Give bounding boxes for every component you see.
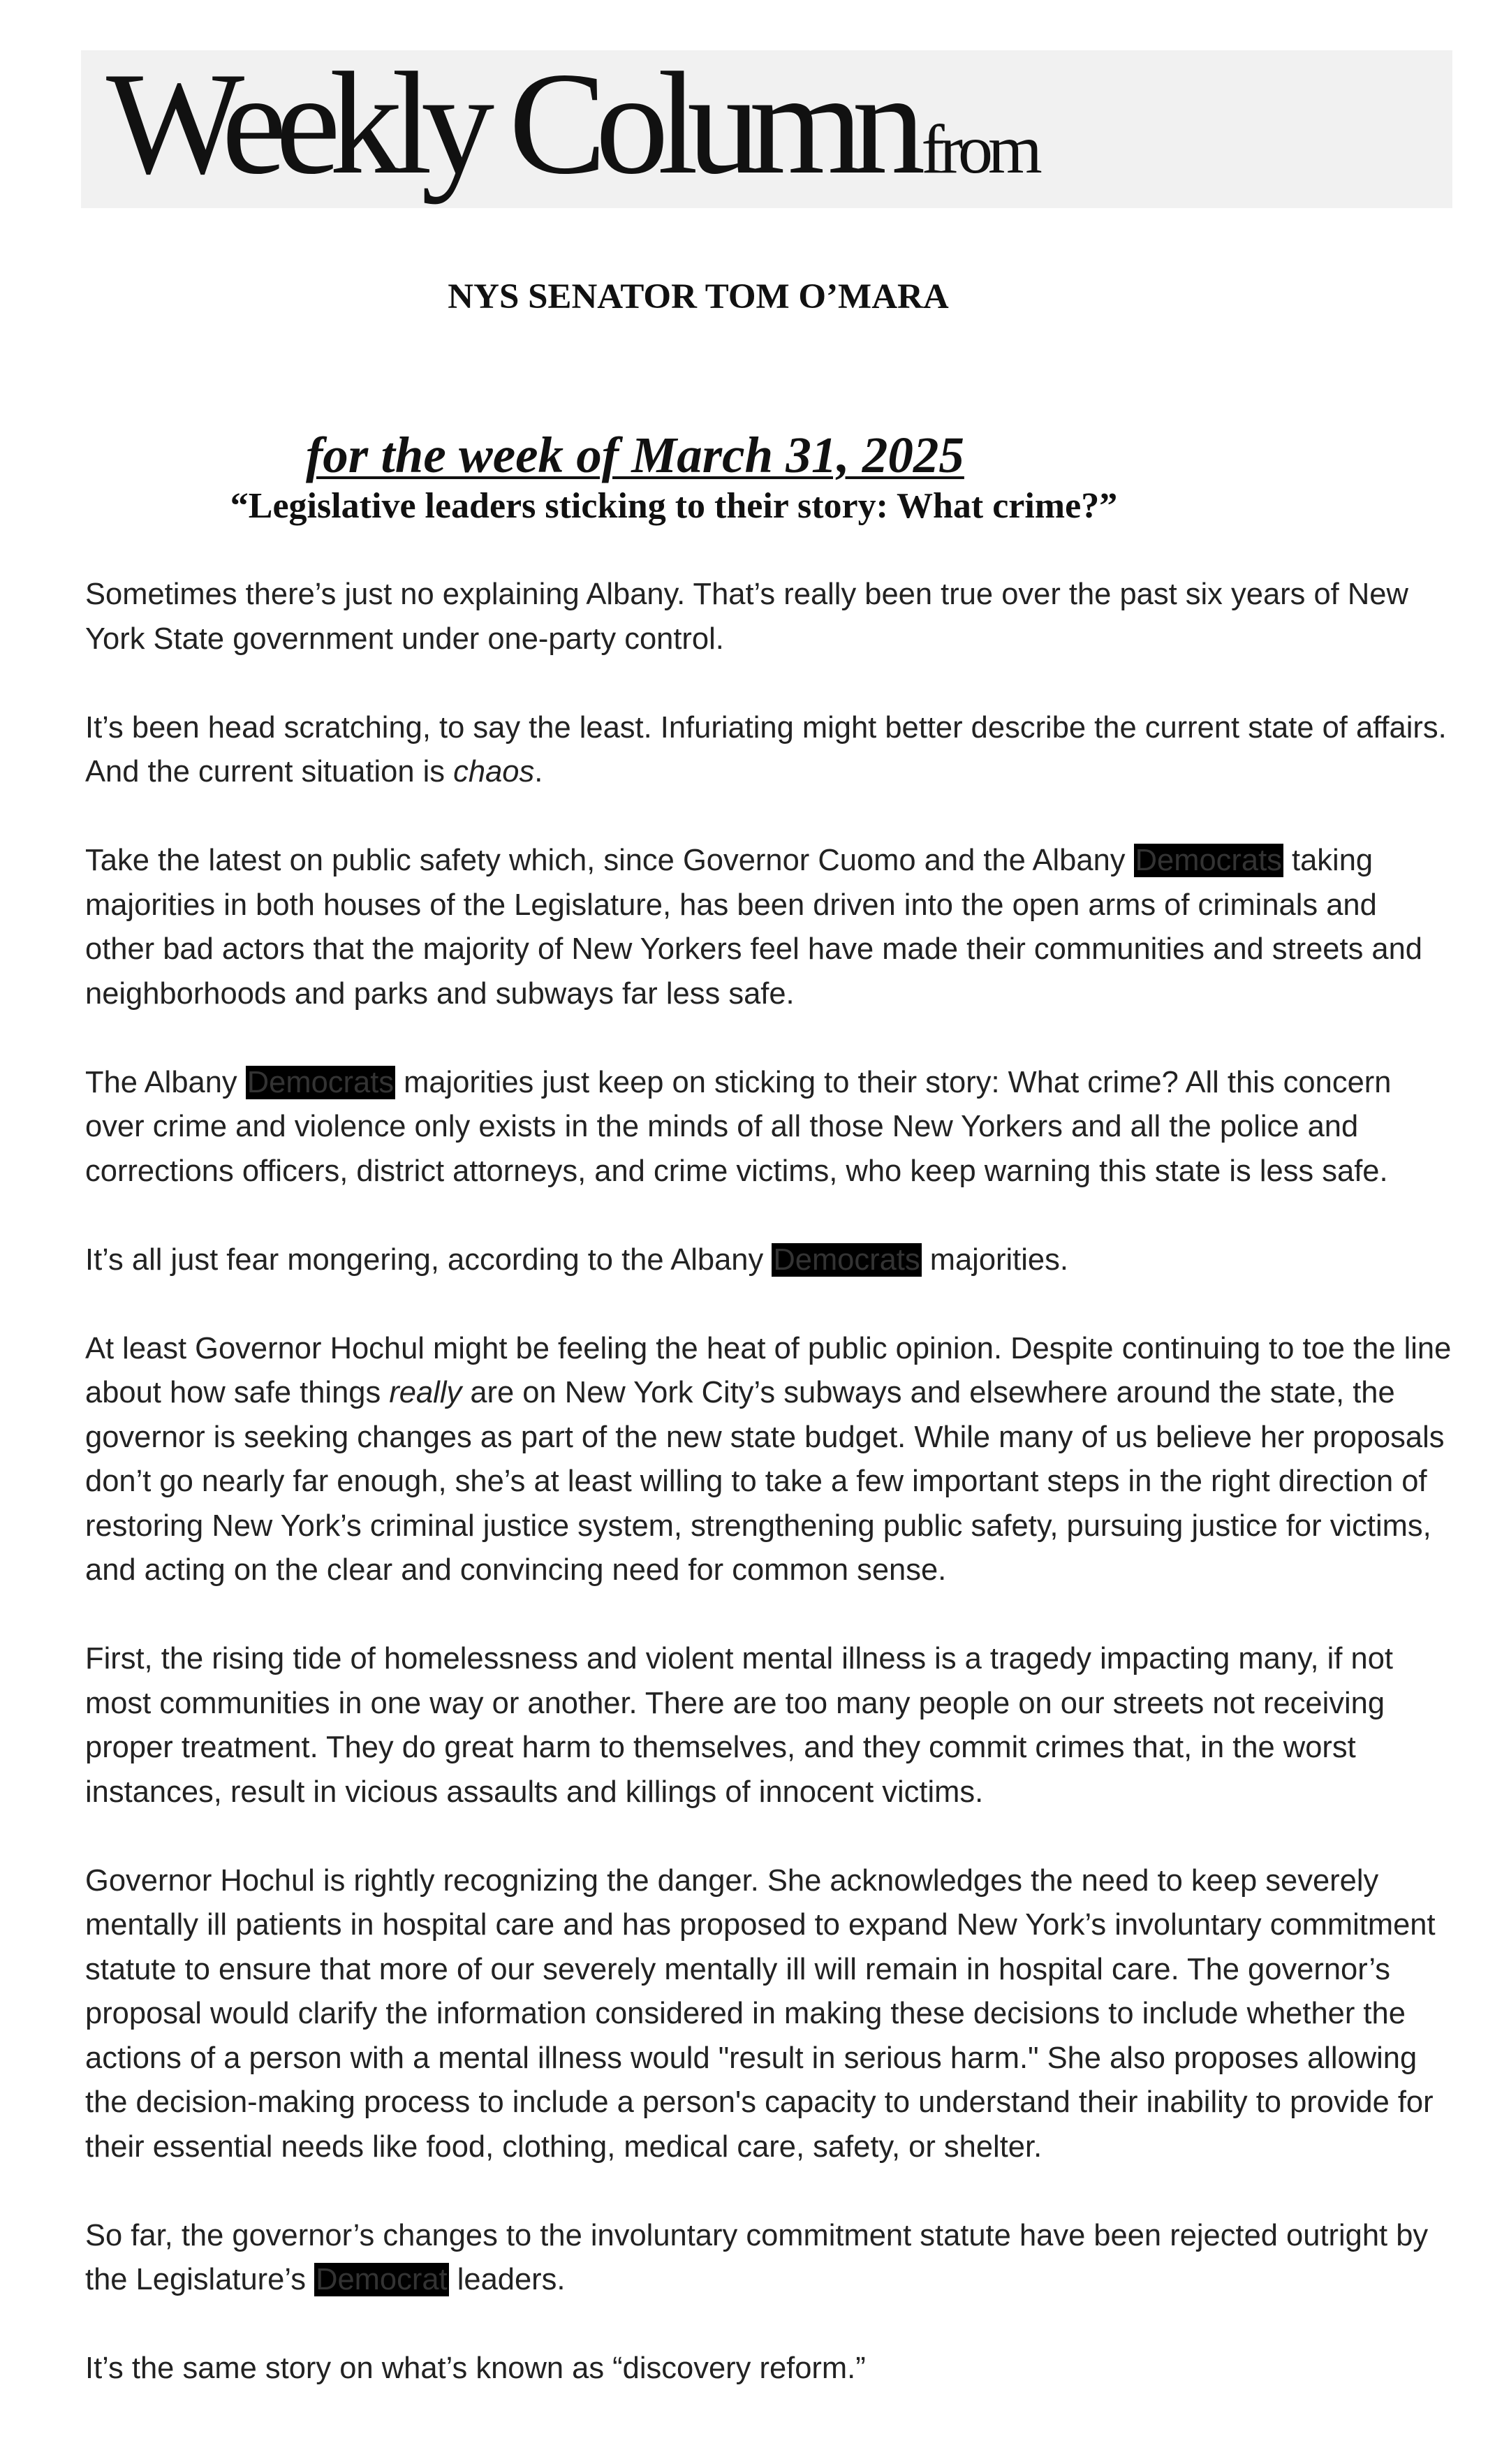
- paragraph-2: [85, 706, 1454, 795]
- senator-name: NYS SENATOR TOM O’MARA: [448, 277, 949, 316]
- paragraph-3: [85, 839, 1454, 1016]
- redacted-word: Democrats: [246, 1065, 395, 1099]
- paragraph-10: It’s the same story on what’s known as “discovery reform.”: [85, 2352, 866, 2385]
- paragraph-1: Sometimes there’s just no explaining Albany. That’s really been true over the past six years of New York State government under one-party control.: [85, 578, 1408, 656]
- paragraph-4-text: The Albany: [85, 1065, 246, 1099]
- paragraph-6-emphasis: really: [389, 1376, 462, 1409]
- paragraph-7: First, the rising tide of homelessness and violent mental illness is a tragedy impacting many, if not most communities in one way or another. There are too many people on our streets not receiving proper treatment. They do great harm to themselves, and they commit crimes that, in the worst instances, result in vicious assaults and killings of innocent victims.: [85, 1642, 1393, 1809]
- redacted-word: Democrats: [773, 1242, 920, 1277]
- paragraph-6: [85, 1327, 1454, 1593]
- paragraph-9-text: So far, the governor’s changes to the involuntary commitment statute have been rejected outright by the Legislature’s: [85, 2218, 1429, 2296]
- masthead-banner: [81, 43, 1452, 208]
- column-headline: “Legislative leaders sticking to their story: What crime?”: [230, 486, 1118, 526]
- paragraph-6-end: are on New York City’s subways and elsewhere around the state, the governor is seeking changes as part of the new state budget. While many of us believe her proposals don’t go nearly far enough, she’s at least willing to take a few important steps in the right direction of restoring New York’s criminal justice system, strengthening public safety, pursuing justice for victims, and acting on the clear and convincing need for common sense.: [85, 1376, 1445, 1587]
- paragraph-2-text: It’s been head scratching, to say the least. Infuriating might better describe the current state of affairs. And the current situation is: [85, 710, 1447, 789]
- masthead-from: from: [921, 110, 1038, 188]
- masthead-title: [106, 43, 1038, 205]
- redacted-word: Democrats: [1135, 844, 1282, 877]
- paragraph-9: [85, 2214, 1454, 2303]
- week-date-line: for the week of March 31, 2025: [306, 427, 964, 483]
- paragraph-6-text: At least Governor Hochul might be feeling the heat of public opinion. Despite continuing to toe the line about how safe things: [85, 1331, 1452, 1409]
- paragraph-5-end: majorities.: [921, 1242, 1068, 1277]
- column-body: [85, 573, 1454, 2435]
- paragraph-8: Governor Hochul is rightly recognizing the danger. She acknowledges the need to keep severely mentally ill patients in hospital care and has proposed to expand New York’s involuntary commitment statute to ensure that more of our severely mentally ill will remain in hospital care. The governor’s proposal would clarify the information considered in making these decisions to include whether the actions of a person with a mental illness would "result in serious harm." She also proposes allowing the decision-making process to include a person's capacity to understand their inability to provide for their essential needs like food, clothing, medical care, safety, or shelter.: [85, 1863, 1436, 2164]
- paragraph-4-end: majorities just keep on sticking to their story: What crime? All this concern over crime and violence only exists in the minds of all those New Yorkers and all the police and corrections officers, district attorneys, and crime victims, who keep warning this state is less safe.: [85, 1065, 1392, 1188]
- redacted-word: Democrat: [316, 2263, 448, 2296]
- paragraph-9-end: leaders.: [448, 2263, 566, 2296]
- paragraph-3-end: taking majorities in both houses of the Legislature, has been driven into the open arms of criminals and other bad actors that the majority of New Yorkers feel have made their communities and streets and neighborhoods and parks and subways far less safe.: [85, 844, 1422, 1011]
- paragraph-2-emphasis: chaos: [453, 755, 535, 789]
- paragraph-3-text: Take the latest on public safety which, since Governor Cuomo and the Albany: [85, 844, 1134, 877]
- paragraph-2-end: .: [534, 755, 543, 789]
- paragraph-5-text: It’s all just fear mongering, according to the Albany: [85, 1242, 772, 1277]
- paragraph-5: [85, 1238, 1454, 1283]
- masthead-title-text: Weekly Column: [106, 43, 915, 205]
- paragraph-4: [85, 1061, 1454, 1194]
